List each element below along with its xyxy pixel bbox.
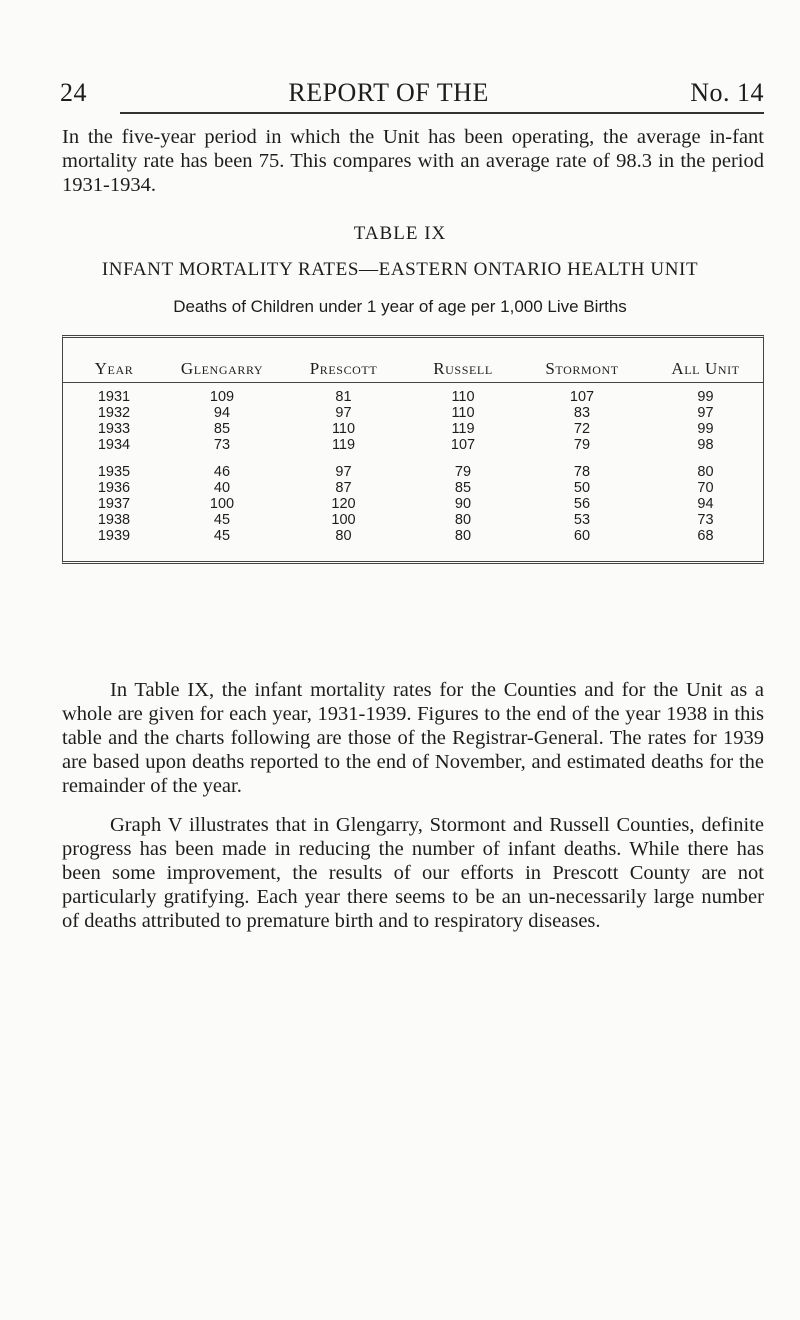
cell: 79 (573, 437, 591, 453)
cell: 85 (213, 421, 231, 437)
cell: 45 (213, 528, 231, 544)
cell: 109 (209, 389, 235, 405)
table-note-paragraph: In Table IX, the infant mortality rates for the Counties and for the Unit as a whole are given for each year, 1931-1939. Figures to the end of the year 1938 in this table and the charts following are those of the Registrar-General. The rates for 1939 are based upon deaths reported to the end of November, and estimated deaths for the remainder of the year. (62, 679, 764, 797)
table-row (62, 405, 764, 421)
cell: 1936 (97, 480, 131, 496)
cell: 1939 (97, 528, 131, 544)
cell: 1931 (97, 389, 131, 405)
cell: 119 (331, 437, 356, 453)
col-header-year: Year (62, 356, 166, 383)
table-label: TABLE IX (353, 223, 447, 244)
cell: 1937 (97, 496, 131, 512)
cell: 80 (697, 464, 714, 480)
cell: 81 (335, 389, 352, 405)
table-subtitle: Deaths of Children under 1 year of age per 1,000 Live Births (173, 297, 627, 316)
cell: 107 (569, 389, 595, 405)
cell: 70 (697, 480, 714, 496)
cell: 73 (697, 512, 714, 528)
cell: 50 (573, 480, 591, 496)
cell: 79 (454, 464, 472, 480)
cell: 100 (331, 512, 356, 528)
cell: 80 (454, 528, 472, 544)
cell: 99 (697, 421, 714, 437)
table-row (62, 480, 764, 496)
cell: 87 (335, 480, 352, 496)
cell: 80 (335, 528, 352, 544)
running-title: REPORT OF THE (288, 78, 489, 107)
cell: 72 (573, 421, 591, 437)
mortality-table (62, 356, 764, 544)
issue-number: No. 14 (690, 78, 764, 107)
cell: 97 (697, 405, 714, 421)
cell: 119 (451, 421, 475, 437)
intro-paragraph: In the five-year period in which the Unit has been operating, the average in-fant mortality rate has been 75. This compares with an average rate of 98.3 in the period 1931-1934. (62, 126, 764, 196)
table-row (62, 421, 764, 437)
cell: 45 (213, 512, 231, 528)
cell: 110 (451, 389, 475, 405)
col-header-prescott: Prescott (278, 356, 409, 383)
cell: 53 (573, 512, 591, 528)
cell: 85 (454, 480, 472, 496)
cell: 46 (213, 464, 231, 480)
table-row (62, 383, 764, 406)
cell: 107 (450, 437, 476, 453)
cell: 40 (213, 480, 231, 496)
table-row (62, 453, 764, 480)
cell: 1938 (97, 512, 131, 528)
cell: 94 (213, 405, 231, 421)
table-row (62, 437, 764, 453)
col-header-russell: Russell (409, 356, 517, 383)
cell: 80 (454, 512, 472, 528)
col-header-stormont: Stormont (517, 356, 647, 383)
cell: 1935 (97, 464, 131, 480)
col-header-glengarry: Glengarry (166, 356, 278, 383)
cell: 110 (331, 421, 356, 437)
cell: 56 (573, 496, 591, 512)
cell: 60 (573, 528, 591, 544)
table-title: INFANT MORTALITY RATES—EASTERN ONTARIO HEALTH UNIT (101, 259, 699, 280)
cell: 83 (573, 405, 591, 421)
col-header-all-unit: All Unit (647, 356, 764, 383)
cell: 100 (209, 496, 235, 512)
cell: 1934 (97, 437, 131, 453)
cell: 1933 (97, 421, 131, 437)
graph-note-paragraph: Graph V illustrates that in Glengarry, Stormont and Russell Counties, definite progress has been made in reducing the number of infant deaths. While there has been some improvement, the results of our efforts in Prescott County are not particularly gratifying. Each year there seems to be an un-necessarily large number of deaths attributed to premature birth and to respiratory diseases. (62, 814, 764, 932)
page-header (60, 78, 764, 108)
table-row (62, 496, 764, 512)
page-number: 24 (60, 78, 87, 107)
table-row (62, 528, 764, 544)
cell: 78 (573, 464, 591, 480)
cell: 94 (697, 496, 714, 512)
cell: 110 (451, 405, 475, 421)
table-header-row (62, 356, 764, 383)
cell: 98 (697, 437, 714, 453)
cell: 1932 (97, 405, 131, 421)
cell: 90 (454, 496, 472, 512)
cell: 97 (335, 464, 352, 480)
cell: 68 (697, 528, 714, 544)
header-rule (120, 112, 764, 114)
table-row (62, 512, 764, 528)
cell: 73 (213, 437, 231, 453)
cell: 99 (697, 389, 714, 405)
cell: 97 (335, 405, 352, 421)
cell: 120 (331, 496, 356, 512)
